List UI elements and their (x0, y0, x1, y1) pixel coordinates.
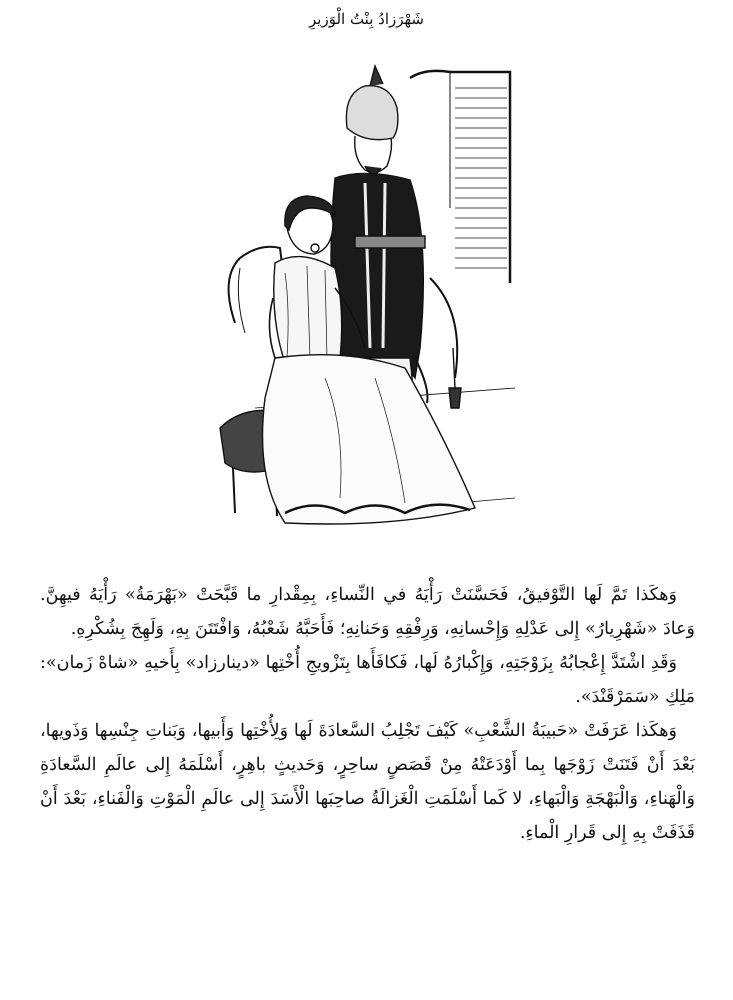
wall-hatching (455, 88, 507, 268)
paragraph: وَقَدِ اشْتَدَّ إِعْجابُهُ بِزَوْجَتِهِ، وَإِكْبارُهُ لَها، فَكافَأَها بِتَزْويجِ أُخْتِها «دينارزاد» بِأَخيهِ «شاهْ زَمان»: مَلِكِ «سَمَرْقَنْدَ». (40, 653, 695, 707)
paragraph: وَهكَذا تَمَّ لَها التَّوْفيقُ، فَحَسَّنَتْ رَأْيَهُ في النِّساءِ، بِمِقْدارِ ما قَبَّحَتْ «بَهْرَمَةُ» رَأْيَهُ فيهِنَّ. وَعادَ «شَهْرِيارُ» إِلى عَدْلِهِ وَإِحْسانِهِ، وَرِفْقِهِ وَحَنانِهِ؛ فَأَحَبَّهُ شَعْبُهُ، وَافْتَتَنَ بِهِ، وَلَهِجَ بِشُكْرِهِ. (40, 585, 695, 639)
page-title: شَهْرَزادُ بِنْتُ الْوَزيرِ (309, 10, 424, 28)
body-text (40, 578, 695, 850)
illustration-sultan-and-scheherazade (215, 58, 520, 530)
sultan-coat (331, 173, 423, 378)
woman-bodice (274, 257, 342, 363)
woman-skirt (263, 355, 476, 524)
window-frame (410, 71, 510, 283)
paragraph: وَهكَذا عَرَفَتْ «حَبيبَةُ الشَّعْبِ» كَيْفَ تَجْلِبُ السَّعادَةَ لَها وَلِأُخْتِها وَأَبيها، وَبَناتِ جِنْسِها وَذَويها، بَعْدَ أَنْ فَتَنَتْ زَوْجَها بِما أَوْدَعَتْهُ مِنْ قَصَصٍ ساحِرٍ، وَحَديثٍ باهِرٍ، أَسْلَمَهُ إِلى عالَمِ السَّعادَةِ وَالْهَناءِ، وَالْبَهْجَةِ وَالْبَهاءِ، لا كَما أَسْلَمَتِ الْغَزالَةُ صاحِبَها الْأَسَدَ إِلى عالَمِ الْمَوْتِ وَالْفَناءِ، بَعْدَ أَنْ قَذَفَتْ بِهِ إِلى قَرارِ الْماءِ. (40, 721, 695, 843)
belt (355, 236, 425, 248)
turban (346, 86, 398, 140)
sultan-face (355, 136, 392, 172)
